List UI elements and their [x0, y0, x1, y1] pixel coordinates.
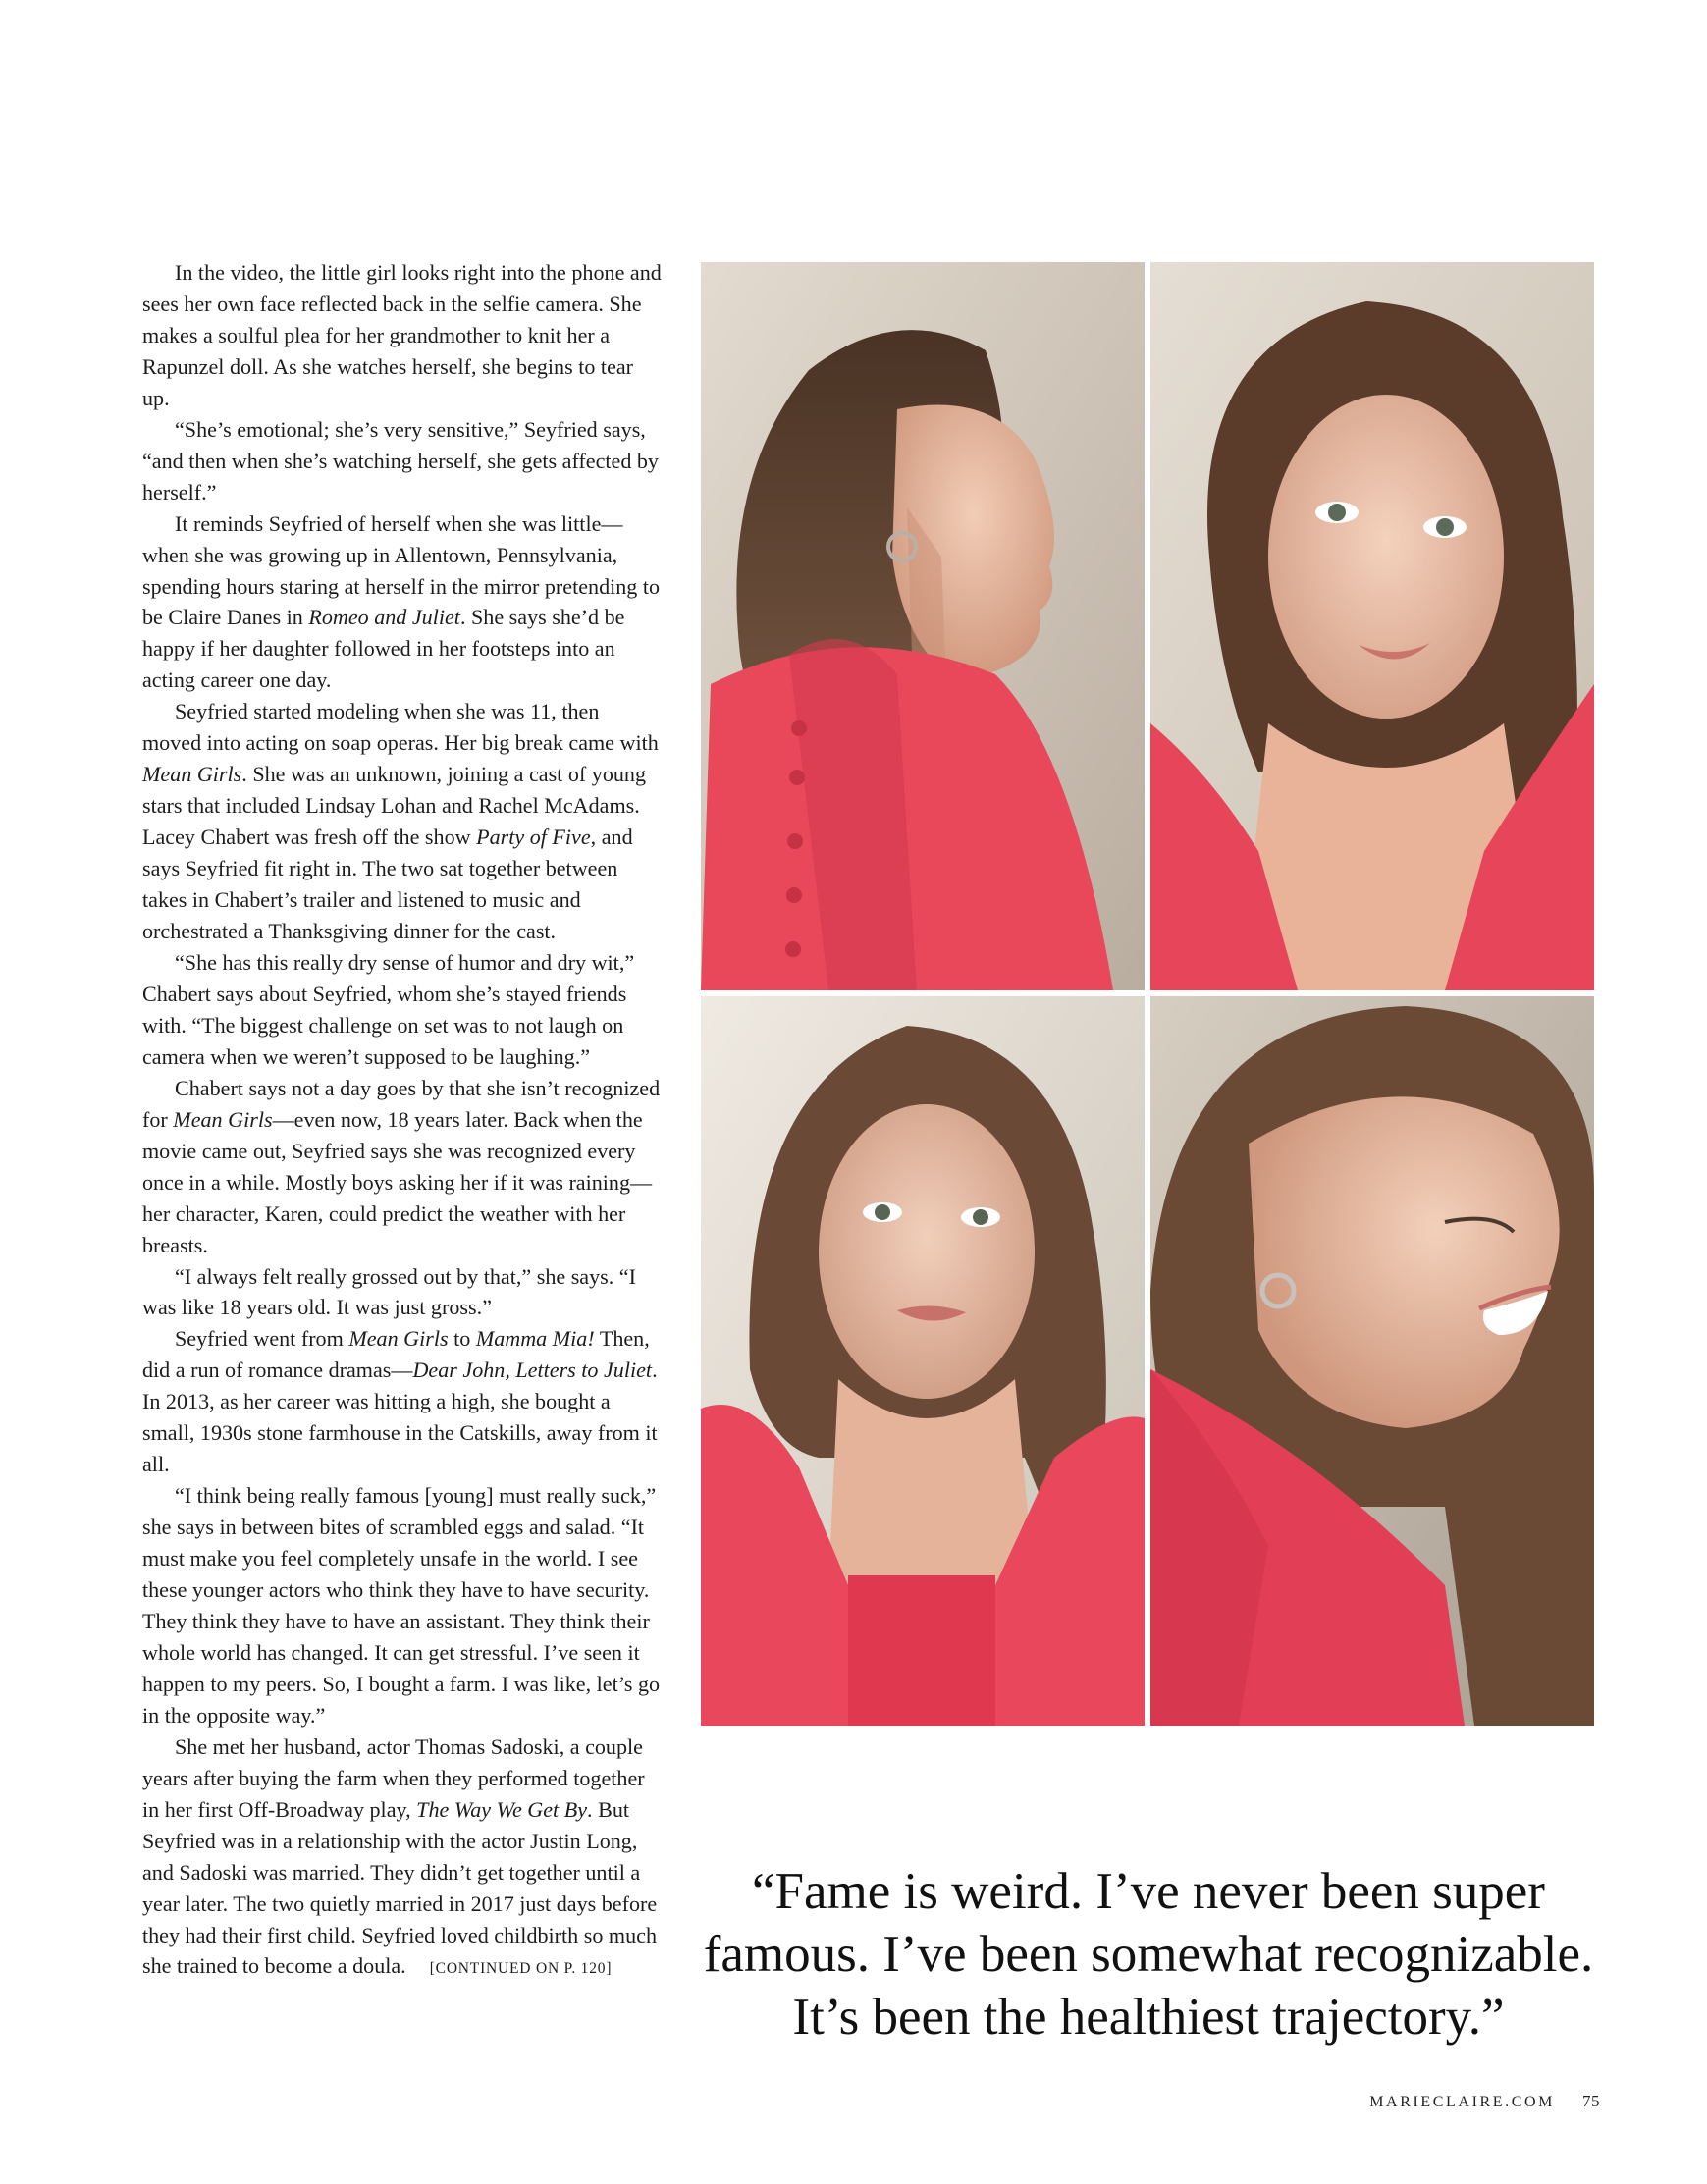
paragraph-text: . But Seyfried was in a relationship with the actor Justin Long, and Sadoski was married. They didn’t get together until a year later. The two quietly married in 2017 just days before they had their first child. Seyfried loved childbirth so much she trained to become a doula. — [142, 1796, 658, 1979]
photo-portrait-smile — [1150, 262, 1594, 990]
pull-quote-line-2: famous. I’ve been somewhat recognizable. — [703, 1926, 1594, 1983]
photo-portrait-gaze — [701, 996, 1145, 1726]
paragraph-text: . In 2013, as her career was hitting a high, she bought a small, 1930s stone farmhouse in the Catskills, away from it all. — [142, 1358, 658, 1477]
paragraph-text: Seyfried went from — [175, 1326, 349, 1352]
paragraph-text: to — [448, 1326, 476, 1352]
article-paragraph — [142, 508, 663, 697]
paragraph-text: . She was an unknown, joining a cast of young stars that included Lindsay Lohan and Rachel McAdams. Lacey Chabert was fresh off the show — [142, 762, 647, 850]
italic-title: The Way We Get By — [416, 1796, 588, 1822]
paragraph-text: Seyfried started modeling when she was 11, then moved into acting on soap operas. Her big break came with — [142, 699, 659, 756]
italic-title: Mamma Mia! — [475, 1326, 595, 1352]
paragraph-text: “She has this really dry sense of humor and dry wit,” Chabert says about Seyfried, whom she’s stayed friends with. “The biggest challenge on set was to not laugh on camera when we weren’t supposed to be laughing.” — [142, 949, 635, 1069]
pull-quote-line-1: “Fame is weird. I’ve never been super — [752, 1863, 1545, 1920]
photo-grid — [701, 262, 1594, 1726]
article-paragraph — [142, 1731, 663, 1986]
article-paragraph — [142, 257, 663, 414]
italic-title: Mean Girls — [348, 1326, 449, 1352]
paragraph-text: “I think being really famous [young] must really suck,” she says in between bites of scrambled eggs and salad. “It must make you feel completely unsafe in the world. I see these younger actors who think they have to have security. They think they have to have an assistant. They think their whole world has changed. It can get stressful. I’ve seen it happen to my peers. So, I bought a farm. I was like, let’s go in the opposite way.” — [142, 1483, 661, 1728]
article-body — [142, 257, 663, 1985]
page-number: 75 — [1582, 2092, 1600, 2110]
italic-title: Dear John, Letters to Juliet — [412, 1358, 653, 1383]
paragraph-text: She met her husband, actor Thomas Sadoski, a couple years after buying the farm when they performed together in her first Off-Broadway play, — [142, 1733, 645, 1822]
paragraph-text: —even now, 18 years later. Back when the movie came out, Seyfried says she was recognized every once in a while. Mostly boys asking her if it was raining—her character, Karen, could predict the weather with her breasts. — [142, 1106, 653, 1257]
paragraph-text: , and says Seyfried fit right in. The two sat together between takes in Chabert’s trailer and listened to music and orchestrated a Thanksgiving dinner for the cast. — [142, 825, 633, 944]
photo-laughing-profile — [1150, 996, 1594, 1726]
article-paragraph — [142, 1480, 663, 1731]
paragraph-text: It reminds Seyfried of herself when she was little—when she was growing up in Allentown, Pennsylvania, spending hours staring at herself in the mirror pretending to be Claire Danes in — [142, 510, 661, 630]
article-paragraph — [142, 1261, 663, 1324]
paragraph-text: Chabert says not a day goes by that she isn’t recognized for — [142, 1075, 661, 1132]
page-footer — [1369, 2092, 1600, 2111]
italic-title: Mean Girls — [142, 762, 242, 787]
paragraph-text: In the video, the little girl looks right into the phone and sees her own face reflected back in the selfie camera. She makes a soulful plea for her grandmother to knit her a Rapunzel doll. As she watches herself, she begins to tear up. — [142, 260, 662, 410]
italic-title: Mean Girls — [173, 1106, 273, 1132]
paragraph-text: Then, did a run of romance dramas— — [142, 1326, 650, 1383]
article-paragraph — [142, 696, 663, 947]
pull-quote — [687, 1860, 1610, 2049]
pull-quote-line-3: It’s been the healthiest trajectory.” — [792, 1989, 1505, 2046]
italic-title: Party of Five — [476, 825, 591, 850]
continued-note: [CONTINUED ON P. 120] — [429, 1960, 613, 1978]
article-paragraph — [142, 947, 663, 1073]
photo-profile-left — [701, 262, 1145, 990]
paragraph-text: . She says she’d be happy if her daughter followed in her footsteps into an acting career one day. — [142, 605, 625, 693]
site-url: MARIECLAIRE.COM — [1369, 2094, 1555, 2110]
paragraph-text: “She’s emotional; she’s very sensitive,” Seyfried says, “and then when she’s watching herself, she gets affected by herself.” — [142, 416, 659, 505]
italic-title: Romeo and Juliet — [308, 605, 460, 630]
article-paragraph — [142, 1323, 663, 1480]
article-paragraph — [142, 1073, 663, 1261]
article-paragraph — [142, 414, 663, 508]
paragraph-text: “I always felt really grossed out by that,” she says. “I was like 18 years old. It was just gross.” — [142, 1263, 636, 1320]
